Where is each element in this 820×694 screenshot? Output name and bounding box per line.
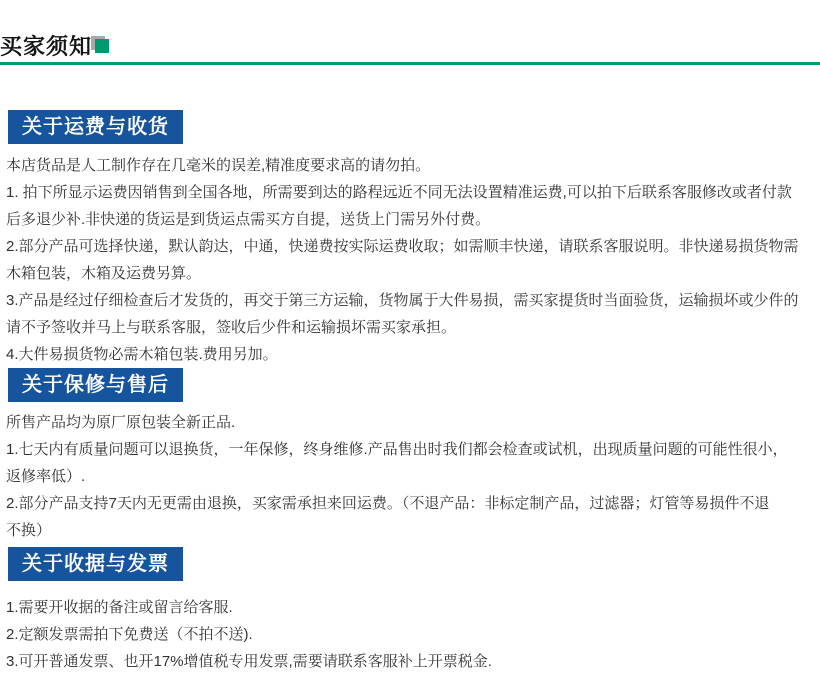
page-title: 买家须知: [0, 34, 93, 59]
notice-line: 1. 拍下所显示运费因销售到全国各地，所需要到达的路程远近不同无法设置精准运费,可以拍下后联系客服修改或者付款: [6, 184, 792, 201]
notice-line: 2.定额发票需拍下免费送（不拍不送).: [6, 626, 253, 643]
notice-line: 2.部分产品支持7天内无更需由退换，买家需承担来回运费。（不退产品：非标定制产品，过滤器；灯管等易损件不退: [6, 495, 770, 512]
notice-line: 本店货品是人工制作存在几毫米的误差,精准度要求高的请勿拍。: [6, 157, 431, 174]
notice-line: 后多退少补.非快递的货运是到货运点需买方自提，送货上门需另外付费。: [6, 211, 491, 228]
section-body-shipping: [6, 152, 799, 368]
notice-line: 木箱包装，木箱及运费另算。: [6, 265, 202, 282]
notice-line: 4.大件易损货物必需木箱包装.费用另加。: [6, 346, 278, 363]
notice-line: 1.七天内有质量问题可以退换货，一年保修，终身维修.产品售出时我们都会检查或试机，出现质量问题的可能性很小，: [6, 441, 788, 458]
section-heading-shipping: 关于运费与收货: [8, 110, 183, 144]
section-body-invoice: [6, 594, 492, 675]
notice-line: 不换）: [6, 522, 52, 539]
section-body-warranty: [6, 409, 788, 544]
notice-line: 请不予签收并马上与联系客服，签收后少件和运输损坏需买家承担。: [6, 319, 457, 336]
section-heading-invoice: 关于收据与发票: [8, 547, 183, 581]
notice-line: 3.可开普通发票、也开17%增值税专用发票,需要请联系客服补上开票税金.: [6, 653, 492, 670]
notice-line: 2.部分产品可选择快递，默认韵达，中通，快递费按实际运费收取；如需顺丰快递，请联系客服说明。非快递易损货物需: [6, 238, 799, 255]
notice-line: 所售产品均为原厂原包装全新正品.: [6, 414, 236, 431]
notice-line: 返修率低）.: [6, 468, 86, 485]
title-accent-square-icon: [95, 39, 109, 53]
title-divider-line: [0, 62, 820, 65]
notice-line: 1.需要开收据的备注或留言给客服.: [6, 599, 233, 616]
section-heading-warranty: 关于保修与售后: [8, 368, 183, 402]
notice-line: 3.产品是经过仔细检查后才发货的，再交于第三方运输，货物属于大件易损，需买家提货时当面验货，运输损坏或少件的: [6, 292, 799, 309]
